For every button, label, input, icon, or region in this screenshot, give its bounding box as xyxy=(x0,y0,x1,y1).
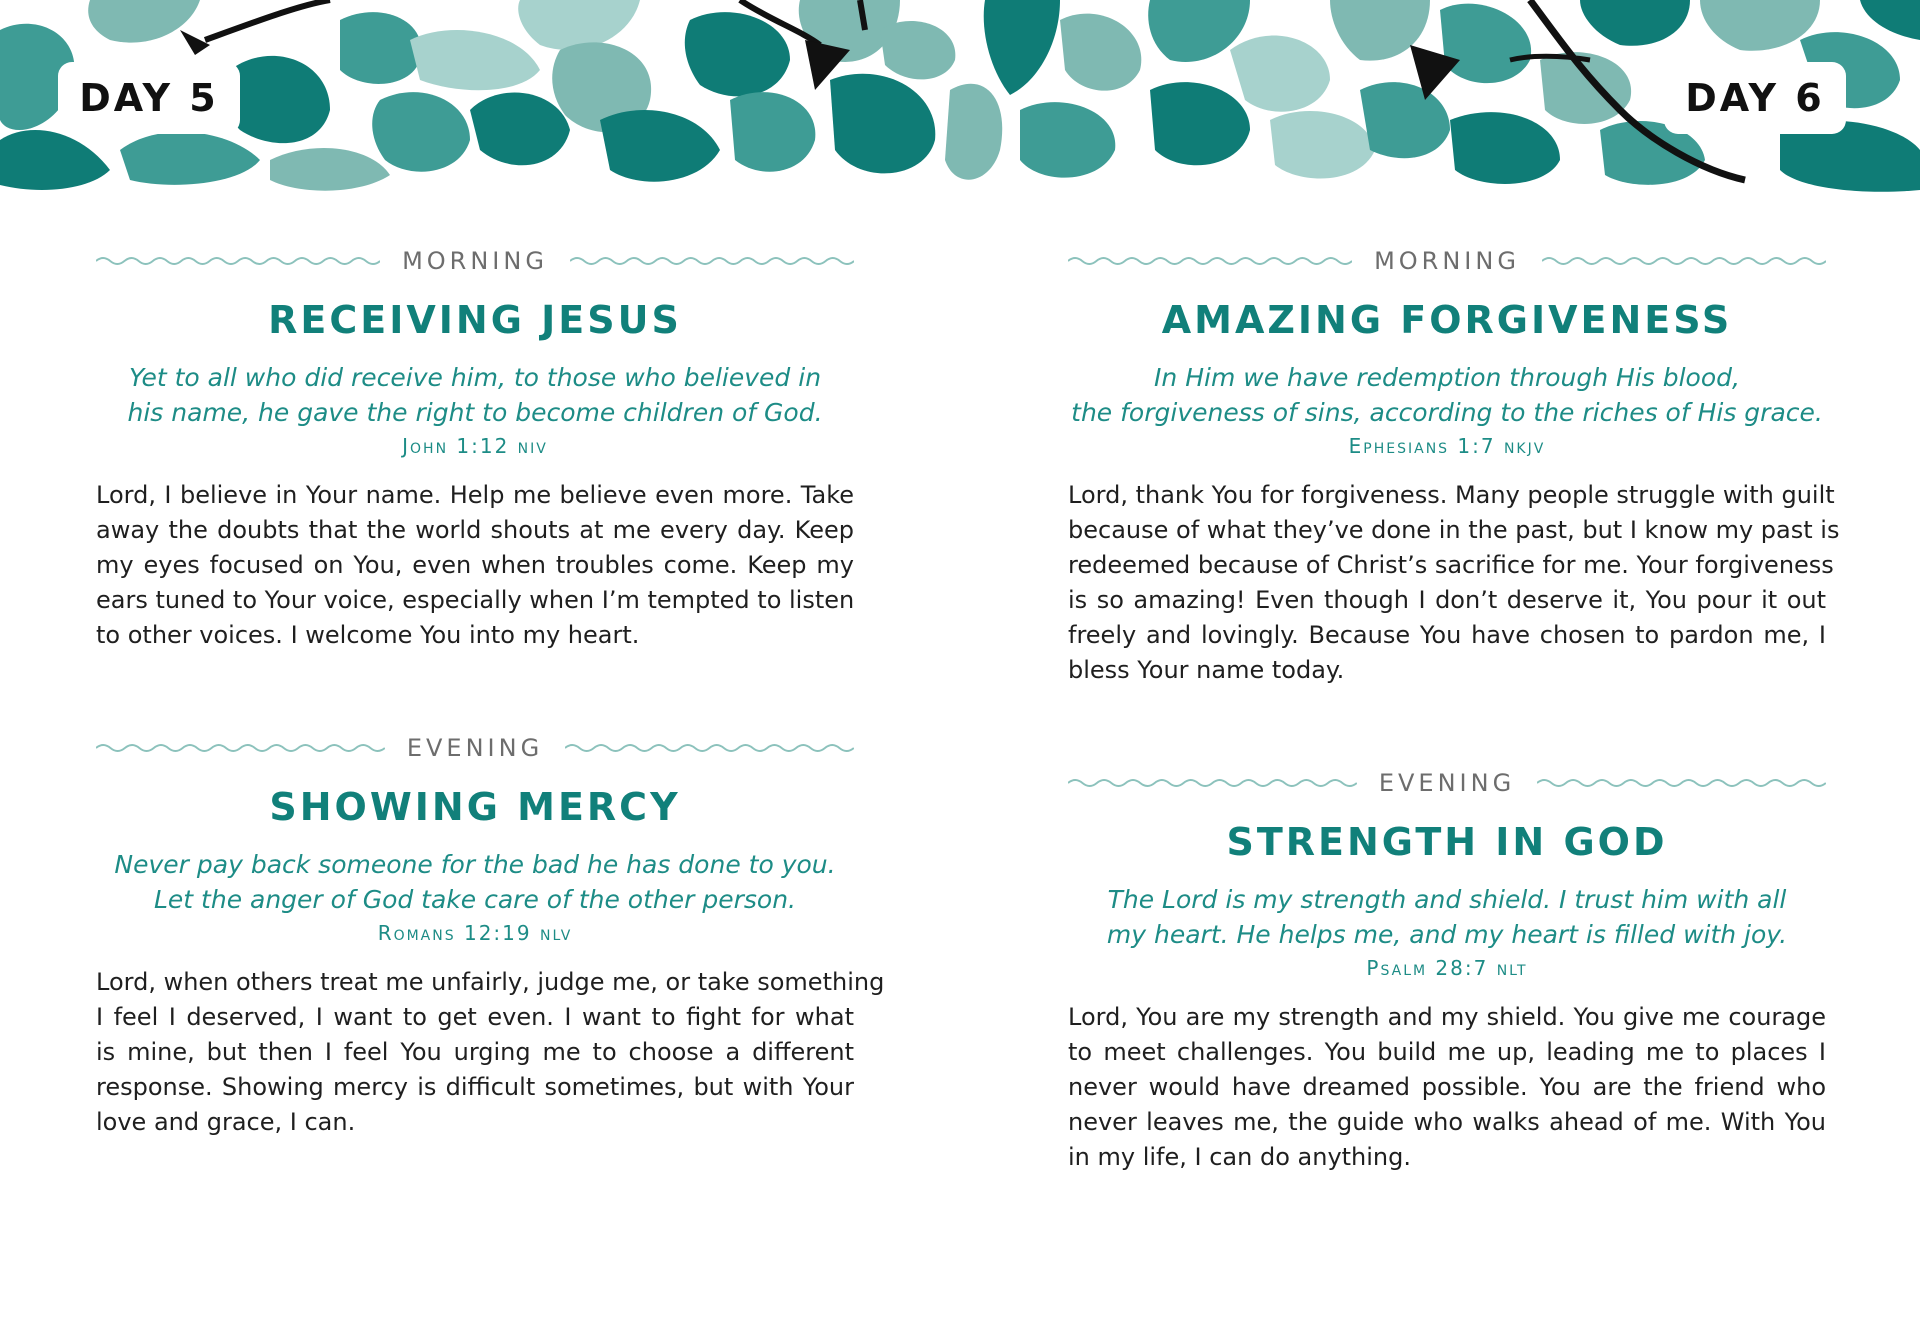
day-badge-right: DAY 6 xyxy=(1664,62,1846,134)
wave-divider-icon xyxy=(1068,255,1352,267)
wave-divider-icon xyxy=(1537,777,1826,789)
wave-divider-icon xyxy=(1542,255,1826,267)
verse-line: my heart. He helps me, and my heart is filled with joy. xyxy=(1106,920,1788,949)
section-divider xyxy=(1068,760,1826,806)
scripture-reference: John 1:12 niv xyxy=(402,434,548,458)
morning-section xyxy=(96,238,854,653)
prayer-line: away the doubts that the world shouts at me every day. Keep xyxy=(96,516,854,544)
prayer-line: Lord, I believe in Your name. Help me believe even more. Take xyxy=(96,481,854,509)
prayer-text xyxy=(96,965,885,1140)
prayer-text xyxy=(1068,478,1840,688)
verse-line: his name, he gave the right to become children of God. xyxy=(127,398,823,427)
prayer-line: because of what they’ve done in the past, but I know my past is xyxy=(1068,516,1840,544)
section-label: MORNING xyxy=(402,247,548,275)
scripture-verse xyxy=(96,360,854,430)
prayer-text xyxy=(96,478,854,653)
scripture-verse xyxy=(96,847,854,917)
section-label: EVENING xyxy=(1378,769,1516,797)
prayer-line: in my life, I can do anything. xyxy=(1068,1143,1412,1171)
prayer-line: redeemed because of Christ’s sacrifice for me. Your forgiveness xyxy=(1068,551,1834,579)
morning-section xyxy=(1068,238,1840,688)
prayer-line: my eyes focused on You, even when troubles come. Keep my xyxy=(96,551,854,579)
wave-divider-icon xyxy=(570,255,854,267)
scripture-verse xyxy=(1068,360,1826,430)
scripture-verse xyxy=(1068,882,1826,952)
prayer-line: to meet challenges. You build me up, leading me to places I xyxy=(1068,1038,1826,1066)
verse-line: Never pay back someone for the bad he has done to you. xyxy=(114,850,836,879)
prayer-line: Lord, You are my strength and my shield. You give me courage xyxy=(1068,1003,1826,1031)
prayer-line: bless Your name today. xyxy=(1068,656,1345,684)
wave-divider-icon xyxy=(565,742,854,754)
prayer-line: love and grace, I can. xyxy=(96,1108,356,1136)
prayer-line: Lord, when others treat me unfairly, judge me, or take something xyxy=(96,968,885,996)
left-page xyxy=(96,238,885,1140)
prayer-text xyxy=(1068,1000,1826,1175)
verse-line: In Him we have redemption through His blood, xyxy=(1154,363,1740,392)
section-divider xyxy=(96,238,854,284)
section-divider xyxy=(1068,238,1826,284)
scripture-reference: Psalm 28:7 nlt xyxy=(1366,956,1528,980)
verse-line: Yet to all who did receive him, to those who believed in xyxy=(128,363,822,392)
wave-divider-icon xyxy=(96,742,385,754)
prayer-line: is mine, but then I feel You urging me to choose a different xyxy=(96,1038,854,1066)
right-page xyxy=(1068,238,1840,1175)
prayer-line: ears tuned to Your voice, especially when I’m tempted to listen xyxy=(96,586,855,614)
section-divider xyxy=(96,725,854,771)
devotion-title: STRENGTH IN GOD xyxy=(1226,820,1668,864)
prayer-line: to other voices. I welcome You into my heart. xyxy=(96,621,640,649)
scripture-reference: Romans 12:19 nlv xyxy=(377,921,573,945)
prayer-line: Lord, thank You for forgiveness. Many people struggle with guilt xyxy=(1068,481,1835,509)
devotion-title: SHOWING MERCY xyxy=(269,785,681,829)
prayer-line: freely and lovingly. Because You have chosen to pardon me, I xyxy=(1068,621,1826,649)
verse-line: the forgiveness of sins, according to the riches of His grace. xyxy=(1071,398,1823,427)
prayer-line: is so amazing! Even though I don’t deserve it, You pour it out xyxy=(1068,586,1826,614)
verse-line: The Lord is my strength and shield. I trust him with all xyxy=(1107,885,1787,914)
teal-leaf-pattern-icon xyxy=(0,0,1920,200)
devotion-title: RECEIVING JESUS xyxy=(268,298,682,342)
evening-section xyxy=(96,725,885,1140)
devotion-title: AMAZING FORGIVENESS xyxy=(1161,298,1733,342)
wave-divider-icon xyxy=(1068,777,1357,789)
scripture-reference: Ephesians 1:7 nkjv xyxy=(1348,434,1546,458)
verse-line: Let the anger of God take care of the other person. xyxy=(153,885,796,914)
prayer-line: never leaves me, the guide who walks ahead of me. With You xyxy=(1068,1108,1826,1136)
section-label: EVENING xyxy=(406,734,544,762)
prayer-line: I feel I deserved, I want to get even. I want to fight for what xyxy=(96,1003,854,1031)
prayer-line: response. Showing mercy is difficult sometimes, but with Your xyxy=(96,1073,854,1101)
evening-section xyxy=(1068,760,1826,1175)
day-badge-left: DAY 5 xyxy=(58,62,240,134)
section-label: MORNING xyxy=(1374,247,1520,275)
wave-divider-icon xyxy=(96,255,380,267)
prayer-line: never would have dreamed possible. You are the friend who xyxy=(1068,1073,1826,1101)
